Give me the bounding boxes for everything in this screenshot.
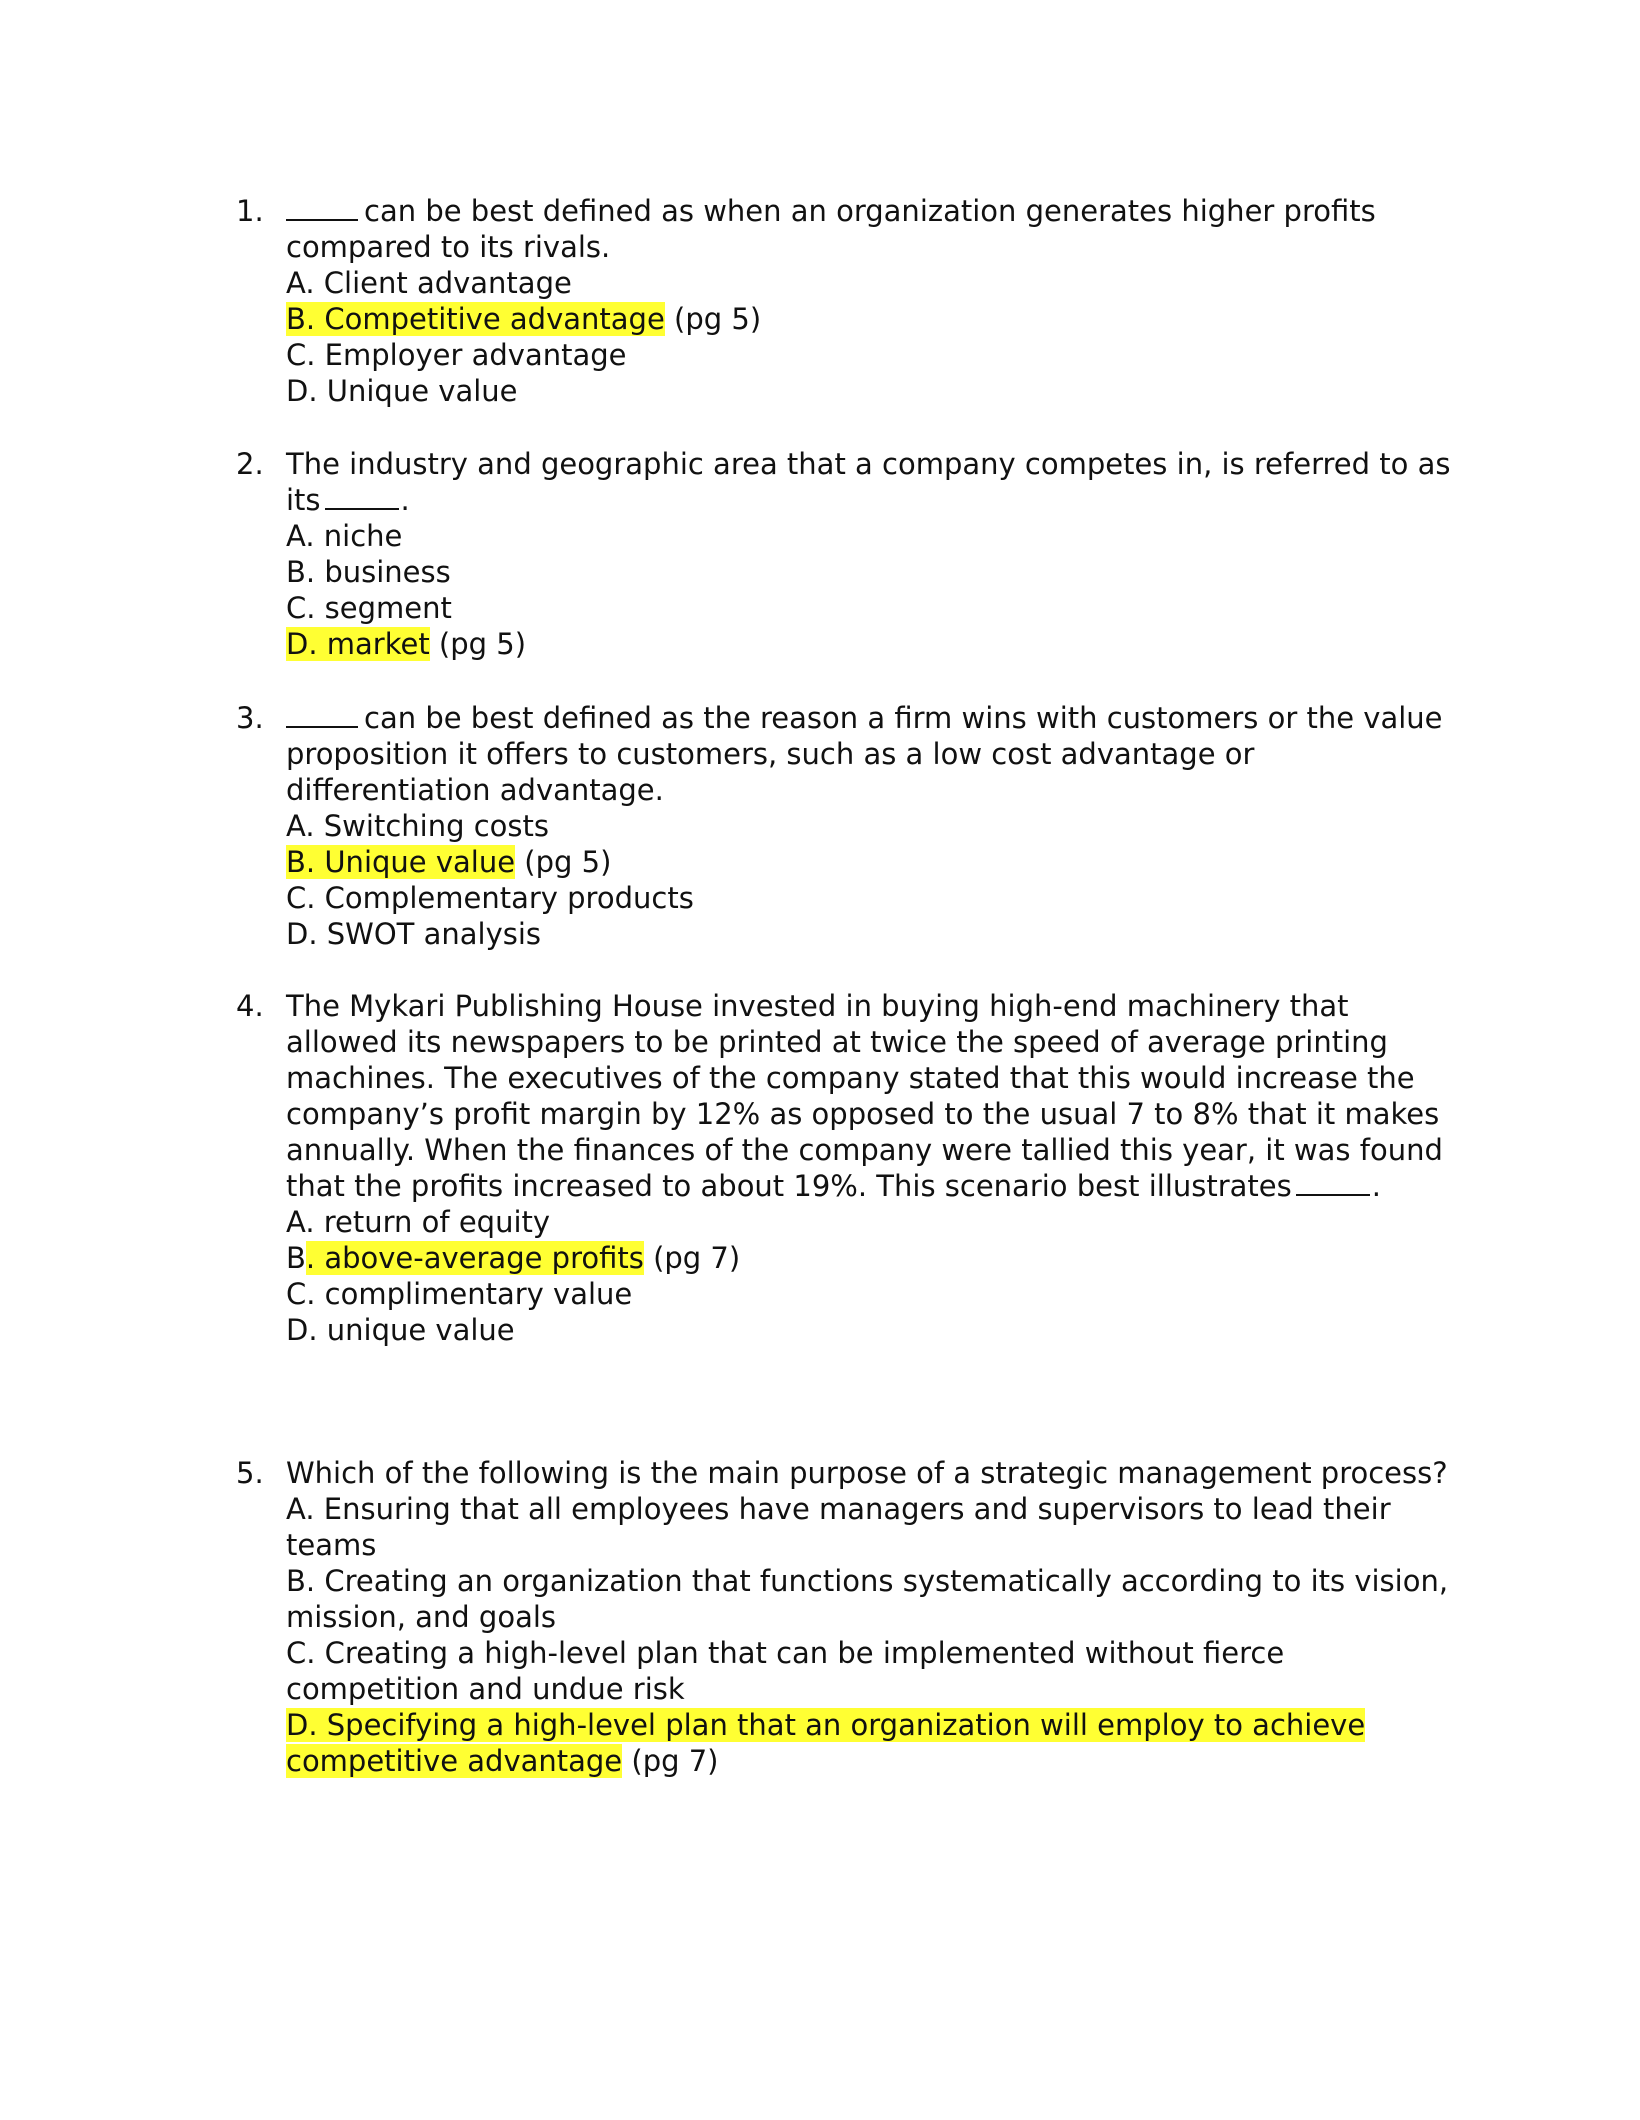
option-d: D. SWOT analysis <box>286 917 542 951</box>
option-a: A. return of equity <box>286 1205 551 1239</box>
option-c: C. Employer advantage <box>286 338 627 372</box>
question-text: can be best defined as the reason a firm wins with customers or the value proposition it offers to customers, such as a low cost advantage or differentiation advantage. <box>286 701 1443 807</box>
question-number: 5. <box>236 1456 264 1490</box>
option-d: D. Unique value <box>286 374 518 408</box>
option-b: B. Creating an organization that functions systematically according to its vision, mission, and goals <box>286 1564 1449 1634</box>
option-d: D. unique value <box>286 1313 515 1347</box>
question-text: The industry and geographic area that a company competes in, is referred to as its . <box>286 447 1451 517</box>
answer-highlight: . above-average profits <box>305 1241 644 1275</box>
answer-highlight: B. Competitive advantage <box>286 302 665 336</box>
option-d-correct <box>286 626 1456 662</box>
page-reference: (pg 5) <box>515 845 612 879</box>
question-4 <box>236 988 1456 1348</box>
answer-blank <box>286 195 358 221</box>
answer-highlight: D. Specifying a high-level plan that an organization will employ to achieve competitive advantage <box>286 1708 1366 1778</box>
option-b-correct <box>286 844 1456 880</box>
answer-highlight: D. market <box>286 627 430 661</box>
option-b-correct <box>286 301 1456 337</box>
option-c: C. Complementary products <box>286 881 694 915</box>
question-text: Which of the following is the main purpose of a strategic management process? <box>286 1456 1448 1490</box>
question-number: 4. <box>236 989 264 1023</box>
page-reference: (pg 5) <box>664 302 762 336</box>
question-1 <box>236 193 1456 409</box>
option-a: A. Ensuring that all employees have managers and supervisors to lead their teams <box>286 1492 1391 1562</box>
question-2 <box>236 446 1456 662</box>
question-text: can be best defined as when an organization generates higher profits compared to its rivals. <box>286 194 1376 264</box>
answer-blank <box>1296 1170 1370 1196</box>
option-a: A. Switching costs <box>286 809 549 843</box>
answer-highlight: B. Unique value <box>286 845 516 879</box>
option-a: A. Client advantage <box>286 266 572 300</box>
option-b-correct: B. above-average profits (pg 7) <box>286 1241 741 1275</box>
answer-blank <box>325 484 399 510</box>
answer-blank <box>286 702 358 728</box>
option-b: B. business <box>286 555 451 589</box>
option-c: C. segment <box>286 591 452 625</box>
option-c: C. Creating a high-level plan that can be implemented without fierce competition and undue risk <box>286 1636 1285 1706</box>
page-reference: (pg 7) <box>643 1241 741 1275</box>
question-5 <box>236 1455 1456 1779</box>
option-a: A. niche <box>286 519 403 553</box>
question-number: 3. <box>236 701 264 735</box>
question-3 <box>236 700 1456 952</box>
option-c: C. complimentary value <box>286 1277 633 1311</box>
question-text: The Mykari Publishing House invested in buying high-end machinery that allowed its newspapers to be printed at twice the speed of average printing machines. The executives of the company stated that this would increase the company’s profit margin by 12% as opposed to the usual 7 to 8% that it makes annually. When the finances of the company were tallied this year, it was found that the profits increased to about 19%. This scenario best illustrates . <box>286 989 1443 1203</box>
question-number: 2. <box>236 447 264 481</box>
page-reference: (pg 5) <box>429 627 527 661</box>
option-d-correct <box>286 1707 1456 1779</box>
page-reference: (pg 7) <box>622 1744 719 1778</box>
question-number: 1. <box>236 194 264 228</box>
